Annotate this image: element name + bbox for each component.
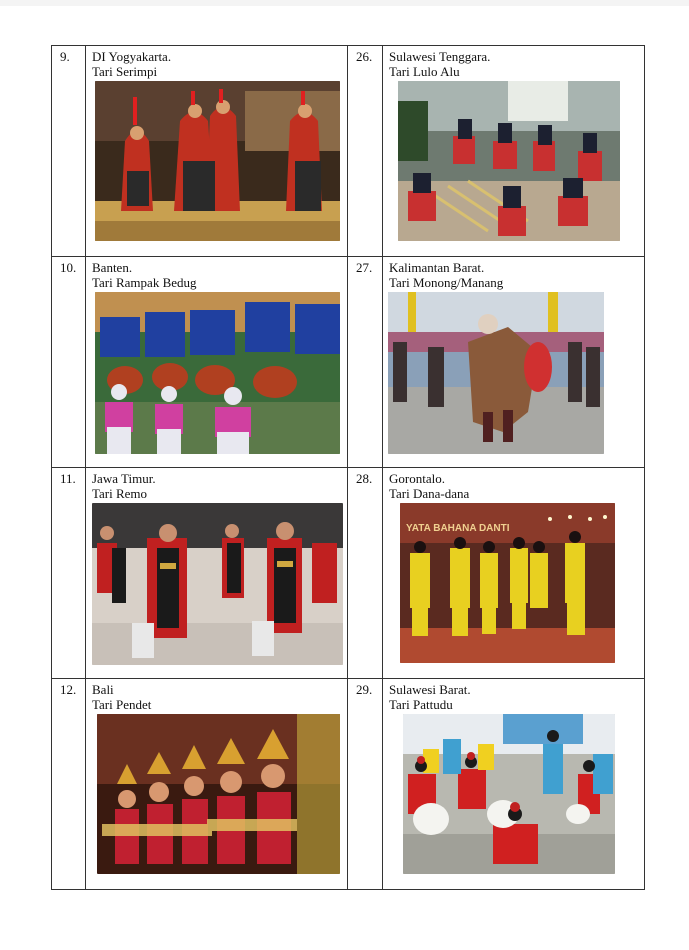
dance-name: Tari Monong/Manang — [389, 275, 504, 290]
dance-photo-pattudu — [403, 714, 615, 874]
dance-name: Tari Pattudu — [389, 697, 453, 712]
dance-name: Tari Serimpi — [92, 64, 158, 79]
region-label: Sulawesi Barat. — [389, 682, 471, 697]
dance-cell — [383, 46, 645, 257]
dance-name: Tari Dana-dana — [389, 486, 470, 501]
row-number: 9. — [52, 46, 86, 257]
region-label: Jawa Timur. — [92, 471, 156, 486]
dance-photo-dana-dana — [400, 503, 615, 663]
region-label: DI Yogyakarta. — [92, 49, 172, 64]
banner-text: YATA BAHANA DANTI — [406, 523, 510, 534]
table-row — [52, 46, 645, 257]
row-number: 10. — [52, 257, 86, 468]
row-number: 12. — [52, 679, 86, 890]
dance-cell — [86, 46, 348, 257]
region-label: Kalimantan Barat. — [389, 260, 485, 275]
dance-photo-pendet — [97, 714, 340, 874]
table-row — [52, 679, 645, 890]
top-strip — [0, 0, 689, 6]
row-number: 11. — [52, 468, 86, 679]
table-row — [52, 257, 645, 468]
dance-cell — [86, 468, 348, 679]
dance-photo-remo — [92, 503, 343, 665]
dance-photo-serimpi — [95, 81, 340, 241]
dance-cell — [383, 679, 645, 890]
dance-name: Tari Pendet — [92, 697, 152, 712]
dance-cell — [86, 679, 348, 890]
table-row — [52, 468, 645, 679]
region-label: Banten. — [92, 260, 133, 275]
row-number: 26. — [348, 46, 383, 257]
region-label: Gorontalo. — [389, 471, 445, 486]
region-label: Bali — [92, 682, 114, 697]
dance-cell — [383, 257, 645, 468]
dance-table — [51, 45, 645, 890]
row-number: 27. — [348, 257, 383, 468]
dance-name: Tari Lulo Alu — [389, 64, 460, 79]
dance-cell — [383, 468, 645, 679]
dance-name: Tari Remo — [92, 486, 148, 501]
row-number: 28. — [348, 468, 383, 679]
dance-photo-monong-manang — [388, 292, 604, 454]
dance-photo-rampak-bedug — [95, 292, 340, 454]
dance-name: Tari Rampak Bedug — [92, 275, 197, 290]
row-number: 29. — [348, 679, 383, 890]
dance-photo-lulo-alu — [398, 81, 620, 241]
region-label: Sulawesi Tenggara. — [389, 49, 491, 64]
dance-cell — [86, 257, 348, 468]
